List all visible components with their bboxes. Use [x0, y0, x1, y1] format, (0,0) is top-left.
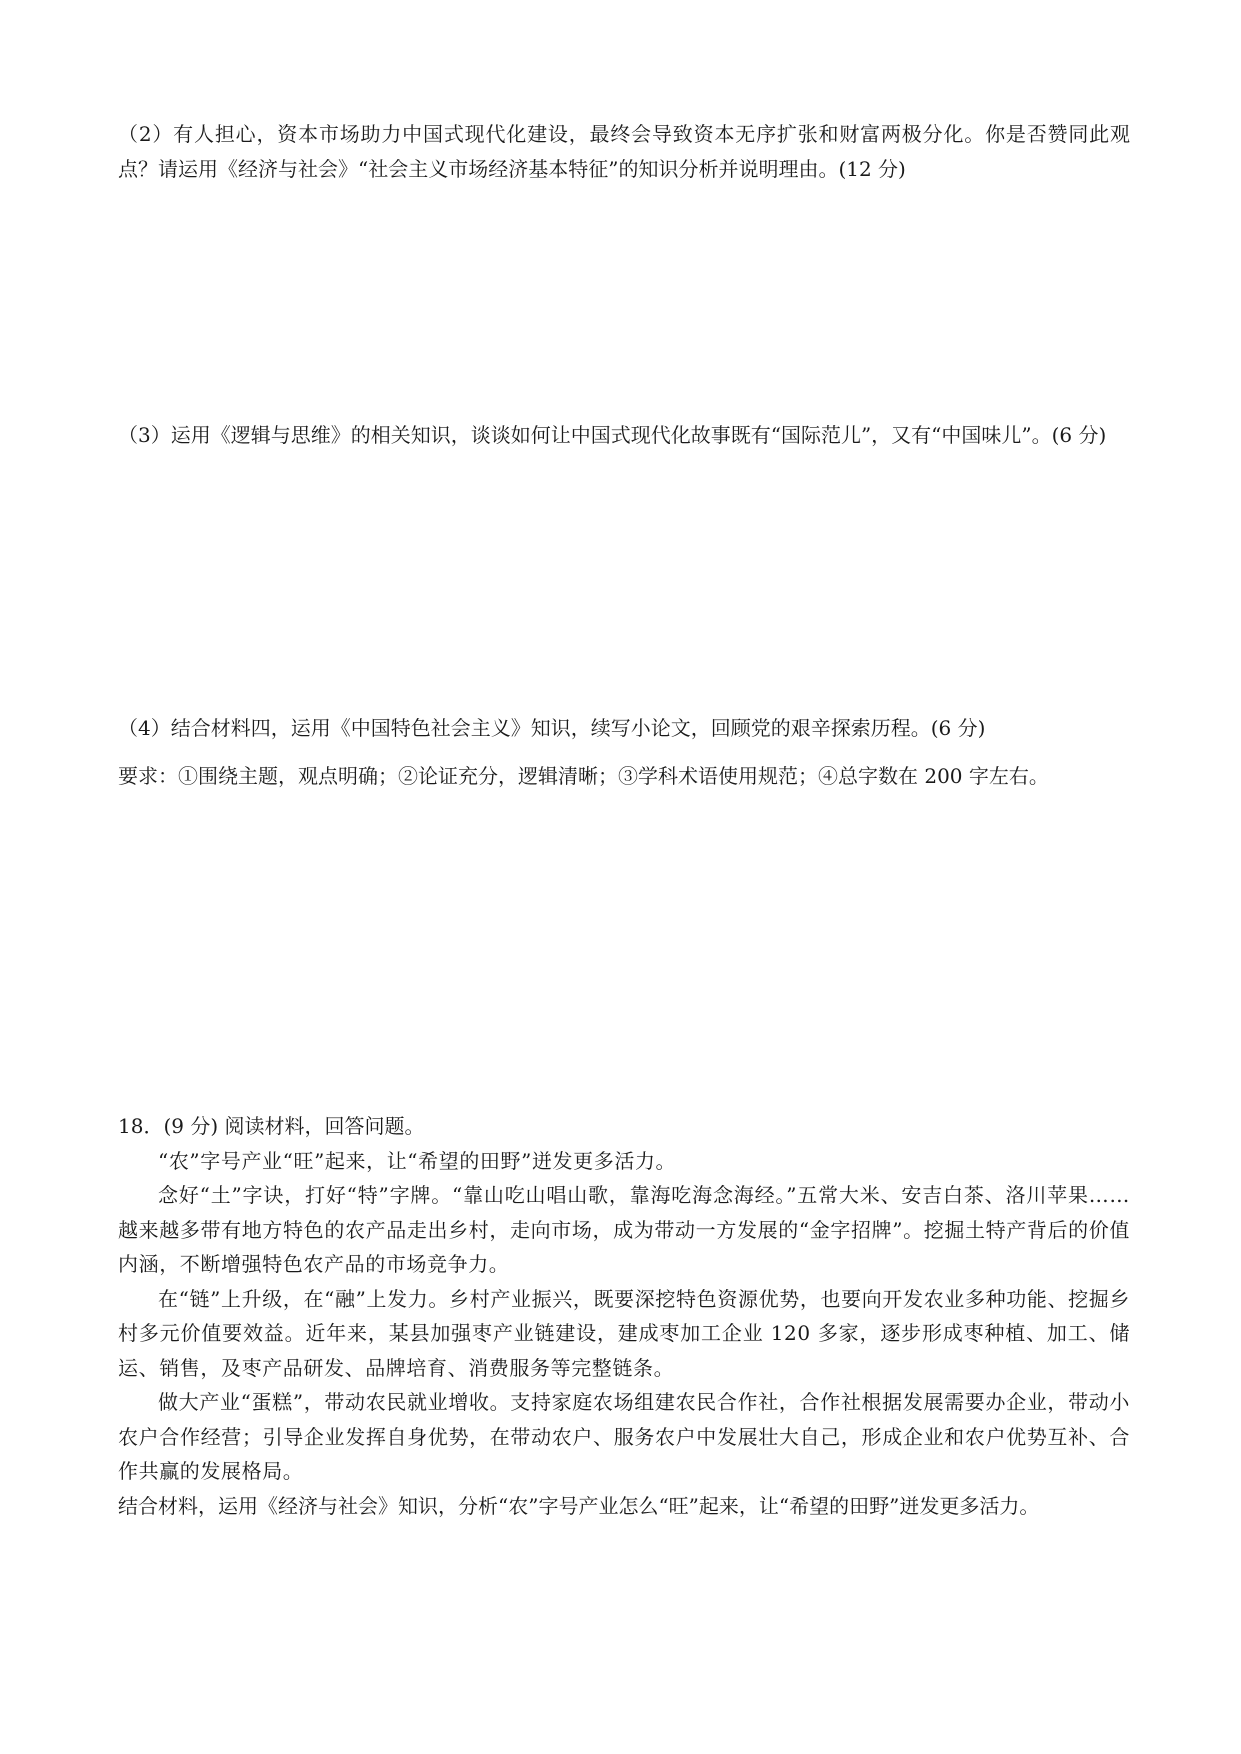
material-paragraph-3: 在“链”上升级，在“融”上发力。乡村产业振兴，既要深挖特色资源优势，也要向开发农业多种功能、挖掘乡村多元价值要效益。近年来，某县加强枣产业链建设，建成枣加工企业 120 多家，逐步形成枣种植、加工、储运、销售，及枣产品研发、品牌培育、消费服务等完整链条。	[118, 1286, 1130, 1380]
question-4	[118, 711, 1130, 794]
question-18-header: 18．(9 分) 阅读材料，回答问题。	[118, 1114, 425, 1138]
question-18-prompt: 结合材料，运用《经济与社会》知识，分析“农”字号产业怎么“旺”起来，让“希望的田野”迸发更多活力。	[118, 1493, 1040, 1518]
material-paragraph-1: “农”字号产业“旺”起来，让“希望的田野”迸发更多活力。	[158, 1148, 677, 1173]
question-2	[118, 117, 1130, 187]
question-18	[118, 1109, 1130, 1523]
question-3	[118, 418, 1130, 453]
question-4-requirement: 要求：①围绕主题，观点明确；②论证充分，逻辑清晰；③学科术语使用规范；④总字数在 200 字左右。	[118, 764, 1049, 788]
material-paragraph-4: 做大产业“蛋糕”，带动农民就业增收。支持家庭农场组建农民合作社，合作社根据发展需要办企业，带动小农户合作经营；引导企业发挥自身优势，在带动农户、服务农户中发展壮大自己，形成企业和农户优势互补、合作共赢的发展格局。	[118, 1390, 1130, 1483]
question-2-text: （2）有人担心，资本市场助力中国式现代化建设，最终会导致资本无序扩张和财富两极分化。你是否赞同此观点？请运用《经济与社会》“社会主义市场经济基本特征”的知识分析并说明理由。(12 分)	[118, 122, 1130, 181]
question-3-text: （3）运用《逻辑与思维》的相关知识，谈谈如何让中国式现代化故事既有“国际范儿”，又有“中国味儿”。(6 分)	[118, 423, 1107, 447]
question-4-text: （4）结合材料四，运用《中国特色社会主义》知识，续写小论文，回顾党的艰辛探索历程。(6 分)	[118, 716, 986, 740]
material-paragraph-2: 念好“土”字诀，打好“特”字牌。“靠山吃山唱山歌，靠海吃海念海经。”五常大米、安吉白茶、洛川苹果……越来越多带有地方特色的农产品走出乡村，走向市场，成为带动一方发展的“金字招牌”。挖掘土特产背后的价值内涵，不断增强特色农产品的市场竞争力。	[118, 1183, 1130, 1276]
